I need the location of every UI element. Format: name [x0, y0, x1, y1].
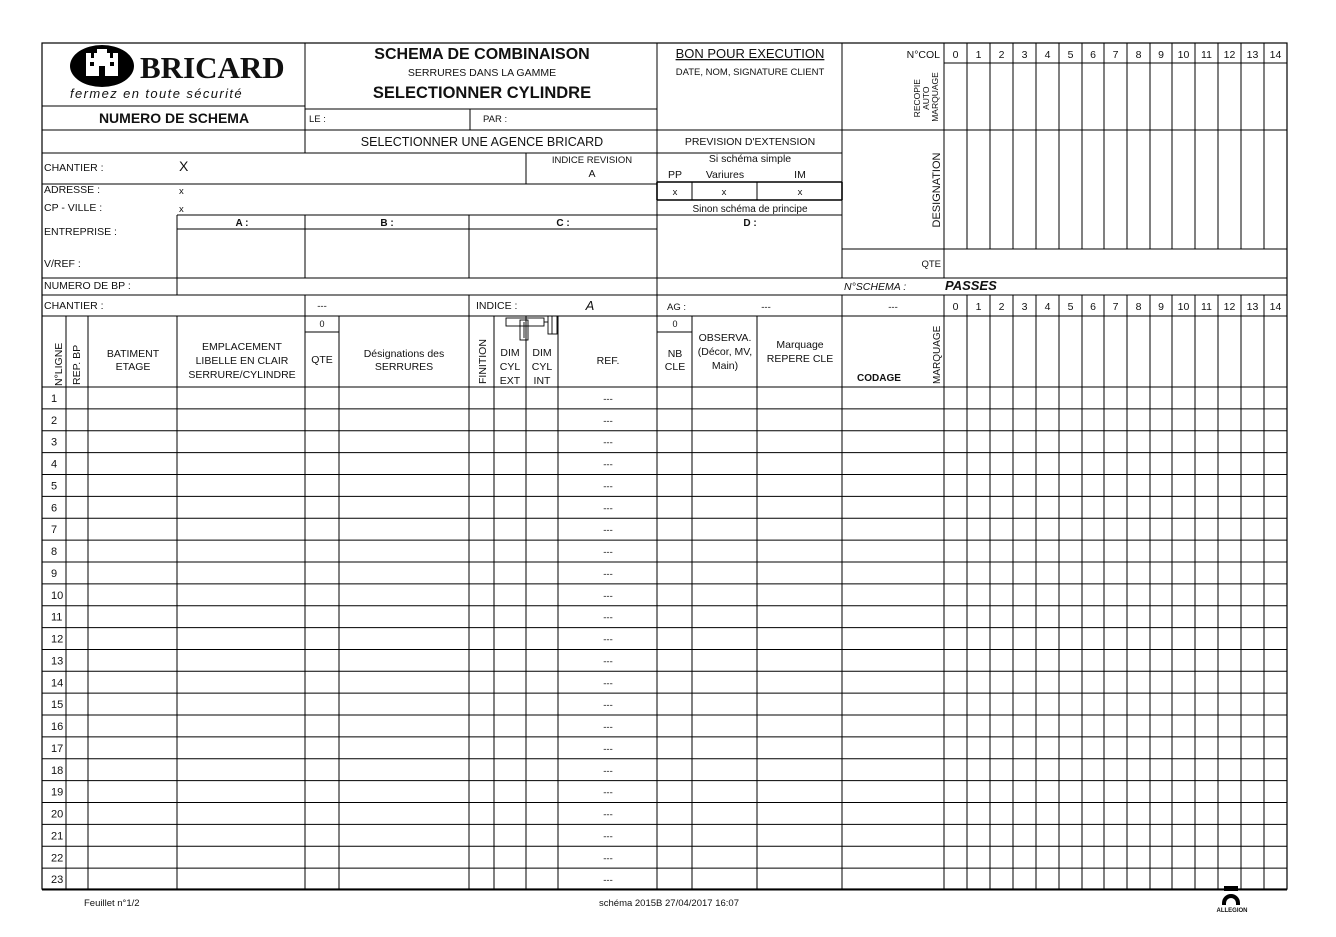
row-ref: ---: [603, 656, 613, 668]
par-label: PAR :: [483, 114, 508, 125]
batiment-header-2: ETAGE: [115, 361, 151, 373]
emplacement-header-2: LIBELLE EN CLAIR: [195, 355, 289, 367]
adresse-label: ADRESSE :: [44, 184, 101, 196]
row-number: 9: [51, 567, 58, 580]
table-row-lines: [42, 409, 1287, 890]
table-body: [51, 393, 613, 886]
auto-line: AUTO: [921, 86, 931, 110]
row-ref: ---: [603, 481, 613, 493]
c-label: C :: [556, 218, 570, 229]
schema-info: schéma 2015B 27/04/2017 16:07: [599, 898, 739, 909]
table-row[interactable]: [51, 830, 613, 842]
recopie-line: RECOPIE: [912, 79, 922, 118]
row-number: 21: [51, 830, 64, 843]
emplacement-header-1: EMPLACEMENT: [202, 341, 282, 353]
nb-total: 0: [672, 319, 678, 329]
indice-revision-value[interactable]: A: [588, 168, 596, 180]
row-number: 17: [51, 742, 64, 755]
qte-header: QTE: [311, 354, 333, 366]
row-number: 2: [51, 414, 58, 427]
numero-bp-label: NUMERO DE BP :: [44, 280, 131, 292]
marquage-line: MARQUAGE: [930, 72, 940, 122]
qte-total: 0: [319, 319, 325, 329]
table-row[interactable]: [51, 524, 613, 536]
designations-header-2: SERRURES: [374, 361, 434, 373]
row-ref: ---: [603, 394, 613, 405]
row-ref: ---: [603, 700, 613, 712]
observa-header-2: (Décor, MV,: [697, 346, 753, 358]
table-row[interactable]: [51, 787, 613, 799]
chantier-value[interactable]: X: [179, 158, 189, 174]
indice-revision-label: INDICE REVISION: [551, 155, 633, 166]
marquage-header: MARQUAGE: [932, 325, 943, 384]
passes-col-label: 5: [1067, 301, 1074, 313]
marquage-rep-header-2: REPERE CLE: [766, 353, 834, 365]
dimint-header-1: DIM: [532, 347, 552, 359]
row-number: 15: [51, 699, 64, 712]
passes-col-label: 6: [1090, 301, 1096, 313]
row-number: 22: [51, 852, 64, 865]
table-row[interactable]: [51, 743, 613, 755]
observa-header-3: Main): [711, 360, 739, 372]
chantier-label: CHANTIER :: [44, 162, 104, 174]
ag-label: AG :: [667, 302, 687, 313]
table-row[interactable]: [51, 699, 613, 711]
numero-schema-label: NUMERO DE SCHEMA: [98, 110, 250, 126]
table-row[interactable]: [51, 612, 613, 624]
row-number: 8: [51, 546, 58, 559]
pp-value[interactable]: x: [672, 187, 678, 198]
bon-title: BON POUR EXECUTION: [675, 46, 825, 61]
ref-header: REF.: [596, 355, 620, 367]
row-number: 7: [51, 524, 58, 537]
top-col-label: 1: [975, 49, 982, 61]
row-ref: ---: [603, 503, 613, 515]
dimint-header-2: CYL: [531, 361, 553, 373]
passes-col-label: 8: [1135, 301, 1142, 313]
passes-label: PASSES: [945, 278, 997, 293]
codage-header: CODAGE: [857, 373, 901, 384]
table-row[interactable]: [51, 480, 613, 492]
top-col-label: 7: [1112, 49, 1119, 61]
indice-value: A: [585, 298, 595, 313]
top-col-label: 6: [1090, 49, 1096, 61]
top-col-label: 13: [1246, 49, 1259, 61]
table-row[interactable]: [51, 677, 613, 689]
top-col-label: 12: [1223, 49, 1236, 61]
row-ref: ---: [603, 547, 613, 559]
row-number: 5: [51, 480, 58, 493]
row-ref: ---: [603, 437, 613, 449]
top-col-label: 10: [1177, 49, 1190, 61]
row-number: 10: [51, 589, 64, 602]
passes-col-label: 2: [998, 301, 1005, 313]
le-label: LE :: [309, 114, 326, 125]
vref-label: V/REF :: [44, 258, 81, 270]
cp-ville-label: CP - VILLE :: [44, 202, 103, 214]
row-number: 6: [51, 502, 58, 515]
row-number: 19: [51, 786, 64, 799]
brand-tagline: fermez en toute sécurité: [70, 86, 244, 101]
row-ref: ---: [603, 743, 613, 755]
table-row[interactable]: [51, 415, 613, 427]
schema-subtitle: SERRURES DANS LA GAMME: [407, 67, 557, 79]
row-ref: ---: [603, 831, 613, 843]
table-row[interactable]: [51, 655, 613, 667]
passes-col-label: 4: [1044, 301, 1051, 313]
brand-name: BRICARD: [140, 50, 285, 85]
table-columns: [66, 295, 842, 889]
adresse-value[interactable]: x: [179, 186, 184, 197]
row-ref: ---: [603, 590, 613, 602]
bon-subtitle: DATE, NOM, SIGNATURE CLIENT: [675, 67, 825, 78]
table-row[interactable]: [51, 809, 613, 821]
table-row[interactable]: [51, 437, 613, 449]
row-ref: ---: [603, 568, 613, 580]
dimint-header-3: INT: [533, 375, 551, 387]
table-row[interactable]: [51, 568, 613, 580]
passes-col-label: 11: [1201, 301, 1212, 313]
repbp-header: REP. BP: [71, 344, 83, 385]
b-label: B :: [380, 218, 394, 229]
top-col-label: 9: [1158, 49, 1164, 61]
form-grid: [42, 43, 1287, 889]
si-simple-label: Si schéma simple: [708, 153, 792, 165]
cylinder-diagram-icon: [506, 316, 557, 340]
row-number: 4: [51, 458, 58, 471]
table-row[interactable]: [51, 393, 613, 405]
entreprise-label: ENTREPRISE :: [44, 226, 117, 238]
ncol-label: N°COL: [906, 49, 940, 61]
table-row[interactable]: [51, 634, 613, 646]
dimext-header-2: CYL: [499, 361, 521, 373]
recopie-auto-marquage-label: [912, 72, 940, 122]
top-col-label: 2: [998, 49, 1005, 61]
designation-label: DESIGNATION: [931, 152, 943, 228]
right-grid-columns: [944, 43, 1287, 889]
im-value[interactable]: x: [797, 187, 803, 198]
row-ref: ---: [603, 459, 613, 471]
table-row[interactable]: [51, 459, 613, 471]
im-label: IM: [794, 169, 806, 181]
table-row[interactable]: [51, 874, 613, 886]
chantier2-value: ---: [317, 301, 327, 312]
chantier2-label: CHANTIER :: [44, 300, 104, 312]
schema-title: SCHEMA DE COMBINAISON: [374, 46, 590, 63]
row-number: 16: [51, 721, 64, 734]
table-row[interactable]: [51, 546, 613, 558]
top-col-label: 8: [1135, 49, 1142, 61]
qte-right-label: QTE: [921, 259, 941, 270]
table-row[interactable]: [51, 590, 613, 602]
a-label: A :: [235, 218, 249, 229]
top-column-labels: [953, 49, 1282, 61]
row-number: 20: [51, 808, 64, 821]
batiment-header-1: BATIMENT: [106, 348, 160, 360]
passes-col-label: 12: [1223, 301, 1236, 313]
row-ref: ---: [603, 853, 613, 865]
pp-label: PP: [667, 169, 683, 181]
row-number: 18: [51, 764, 64, 777]
top-col-label: 4: [1044, 49, 1051, 61]
brand-logo: [70, 45, 285, 101]
nschema-label: N°SCHEMA :: [844, 281, 907, 293]
passes-col-label: 1: [975, 301, 982, 313]
dimext-header-3: EXT: [499, 375, 521, 387]
row-number: 3: [51, 436, 58, 449]
indice-label: INDICE :: [476, 300, 518, 312]
emplacement-header-3: SERRURE/CYLINDRE: [188, 369, 296, 381]
sinon-label: Sinon schéma de principe: [692, 204, 808, 215]
row-number: 11: [51, 611, 63, 624]
feuillet-label: Feuillet n°1/2: [84, 898, 140, 909]
select-cylinder-dropdown[interactable]: SELECTIONNER CYLINDRE: [372, 84, 592, 102]
marquage-rep-header-1: Marquage: [776, 339, 824, 351]
castle-icon: [86, 49, 118, 76]
top-col-label: 11: [1201, 49, 1212, 61]
table-row[interactable]: [51, 502, 613, 514]
row-ref: ---: [603, 875, 613, 887]
row-number: 1: [51, 393, 58, 405]
nschema-value: ---: [888, 302, 898, 313]
passes-col-label: 7: [1112, 301, 1119, 313]
prevision-label: PREVISION D'EXTENSION: [684, 136, 816, 148]
table-row[interactable]: [51, 765, 613, 777]
top-col-label: 14: [1269, 49, 1282, 61]
top-col-label: 3: [1021, 49, 1028, 61]
row-ref: ---: [603, 787, 613, 799]
variures-label: Variures: [705, 169, 745, 181]
row-ref: ---: [603, 415, 613, 427]
row-ref: ---: [603, 809, 613, 821]
row-number: 12: [51, 633, 64, 646]
top-col-label: 0: [952, 49, 959, 61]
finition-header: FINITION: [477, 339, 489, 384]
dimext-header-1: DIM: [500, 347, 520, 359]
passes-col-label: 14: [1269, 301, 1282, 313]
d-label: D :: [743, 218, 757, 229]
passes-col-label: 13: [1246, 301, 1259, 313]
passes-col-label: 3: [1021, 301, 1028, 313]
cp-ville-value[interactable]: x: [179, 204, 184, 215]
table-row[interactable]: [51, 852, 613, 864]
row-ref: ---: [603, 765, 613, 777]
passes-col-label: 0: [952, 301, 959, 313]
row-number: 13: [51, 655, 64, 668]
designations-header-1: Désignations des: [363, 348, 445, 360]
nligne-header: N°LIGNE: [53, 342, 65, 386]
passes-col-label: 10: [1177, 301, 1190, 313]
observa-header-1: OBSERVA.: [698, 332, 752, 344]
row-ref: ---: [603, 634, 613, 646]
passes-col-label: 9: [1158, 301, 1164, 313]
select-agency-dropdown[interactable]: SELECTIONNER UNE AGENCE BRICARD: [360, 135, 604, 149]
top-col-label: 5: [1067, 49, 1074, 61]
recopie-label-group: [912, 72, 940, 122]
passes-column-labels: [953, 301, 1282, 313]
allegion-text: ALLEGION: [1216, 908, 1248, 914]
ag-value: ---: [761, 302, 771, 313]
row-number: 14: [51, 677, 64, 690]
row-ref: ---: [603, 678, 613, 690]
row-number: 23: [51, 874, 64, 887]
variures-value[interactable]: x: [721, 187, 727, 198]
nbcle-header-1: NB: [667, 348, 683, 360]
row-ref: ---: [603, 722, 613, 734]
row-ref: ---: [603, 612, 613, 624]
nbcle-header-2: CLE: [664, 361, 686, 373]
row-ref: ---: [603, 525, 613, 537]
table-row[interactable]: [51, 721, 613, 733]
